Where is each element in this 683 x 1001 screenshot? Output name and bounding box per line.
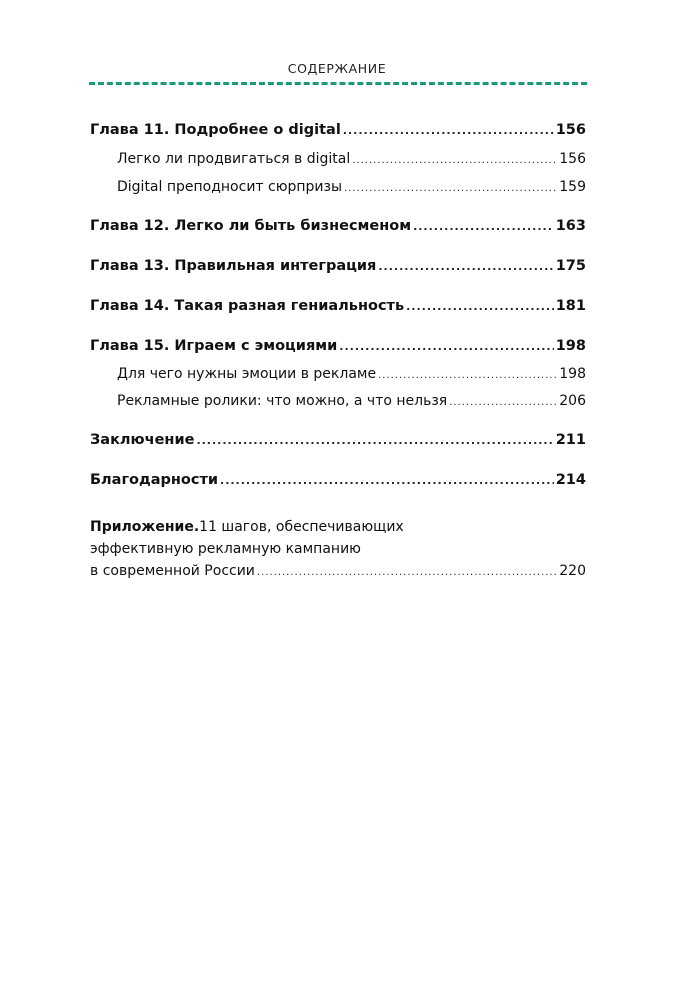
toc-entry-page: 156 <box>559 151 586 167</box>
dot-leader <box>413 220 554 233</box>
dot-leader <box>257 562 557 584</box>
toc-entry-title: Глава 12. Легко ли быть бизнесменом <box>90 218 412 234</box>
toc-entry-page: 175 <box>555 258 586 274</box>
toc-entry-title: Для чего нужны эмоции в рекламе <box>117 366 377 382</box>
toc-entry-title: Глава 13. Правильная интеграция <box>90 258 377 274</box>
toc-entry-section-15-1[interactable] <box>117 366 586 382</box>
dot-leader <box>344 183 557 194</box>
toc-entry-section-11-1[interactable] <box>117 151 586 167</box>
dot-leader <box>343 124 554 137</box>
toc-entry-page: 163 <box>555 218 586 234</box>
dashed-divider <box>89 82 587 85</box>
toc-entry-chapter-12[interactable] <box>90 218 586 234</box>
toc-entry-appendix[interactable] <box>90 516 586 584</box>
toc-entry-title: Глава 15. Играем с эмоциями <box>90 338 338 354</box>
dot-leader <box>220 474 554 487</box>
appendix-title-part-3: в современной России <box>90 563 255 579</box>
dot-leader <box>406 300 554 313</box>
toc-entry-page: 206 <box>559 393 586 409</box>
toc-entry-page: 198 <box>559 366 586 382</box>
toc-entry-section-11-2[interactable] <box>117 179 586 195</box>
appendix-line-2 <box>90 538 586 560</box>
appendix-label: Приложение. <box>90 519 200 535</box>
dot-leader <box>196 434 553 447</box>
running-head: СОДЕРЖАНИЕ <box>287 61 387 76</box>
appendix-line-3 <box>90 560 586 584</box>
toc-entry-page: 214 <box>555 472 586 488</box>
appendix-title-part-1: 11 шагов, обеспечивающих <box>199 519 404 535</box>
toc-entry-page: 220 <box>559 563 586 579</box>
toc-entry-page: 198 <box>555 338 586 354</box>
appendix-title-part-2: эффективную рекламную кампанию <box>90 541 361 557</box>
toc-entry-title: Рекламные ролики: что можно, а что нельзя <box>117 393 448 409</box>
dot-leader <box>352 155 557 166</box>
toc-entry-page: 159 <box>559 179 586 195</box>
toc-entry-chapter-15[interactable] <box>90 338 586 354</box>
toc-entry-page: 156 <box>555 122 586 138</box>
dot-leader <box>378 260 553 273</box>
toc-entry-acknowledgements[interactable] <box>90 472 586 488</box>
dot-leader <box>378 370 557 381</box>
toc-entry-section-15-2[interactable] <box>117 393 586 409</box>
appendix-line-1 <box>90 516 586 538</box>
toc-entry-chapter-13[interactable] <box>90 258 586 274</box>
toc-entry-title: Благодарности <box>90 472 219 488</box>
toc-entry-title: Заключение <box>90 432 195 448</box>
dot-leader <box>449 397 557 408</box>
toc-entry-page: 181 <box>555 298 586 314</box>
toc-entry-title: Digital преподносит сюрпризы <box>117 179 343 195</box>
toc-entry-chapter-11[interactable] <box>90 122 586 138</box>
toc-entry-title: Легко ли продвигаться в digital <box>117 151 351 167</box>
toc-entry-title: Глава 14. Такая разная гениальность <box>90 298 405 314</box>
toc-entry-page: 211 <box>555 432 586 448</box>
dot-leader <box>339 340 553 353</box>
toc-entry-chapter-14[interactable] <box>90 298 586 314</box>
toc-entry-conclusion[interactable] <box>90 432 586 448</box>
toc-entry-title: Глава 11. Подробнее о digital <box>90 122 341 138</box>
